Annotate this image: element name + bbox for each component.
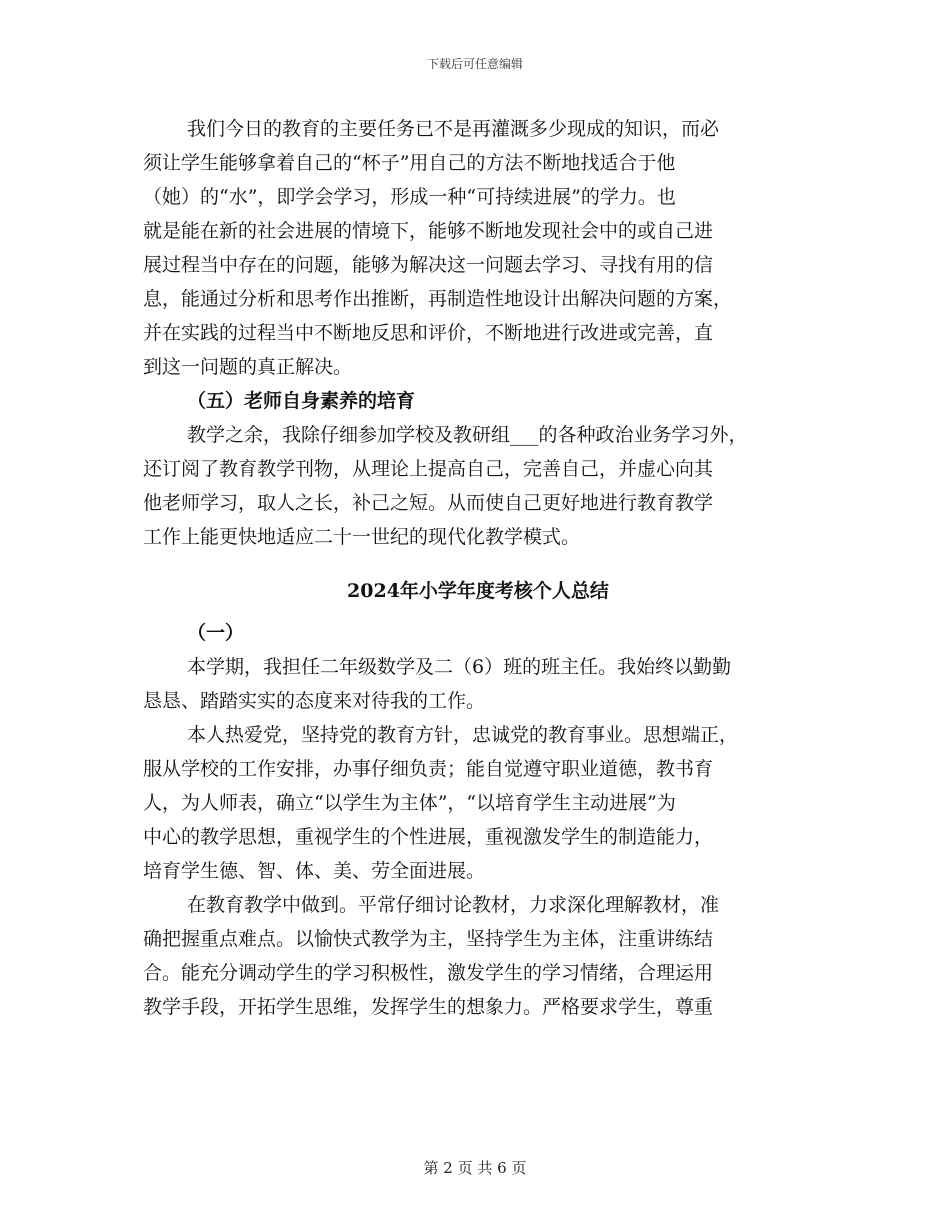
text-line: 教学手段，开拓学生思维，发挥学生的想象力。严格要求学生，尊重	[143, 996, 714, 1018]
paragraph-ideology	[143, 718, 813, 888]
text-line: 确把握重点难点。以愉快式教学为主，坚持学生为主体，注重讲练结	[143, 928, 714, 950]
text-line: 教学之余，我除仔细参加学校及教研组___的各种政治业务学习外，	[187, 424, 748, 446]
text-line: 他老师学习，取人之长，补己之短。从而使自己更好地进行教育教学	[143, 492, 714, 514]
text-line: 中心的教学思想，重视学生的个性进展，重视激发学生的制造能力，	[143, 826, 714, 848]
section-heading-one: （一）	[187, 622, 245, 644]
text-line: 还订阅了教育教学刊物，从理论上提高自己，完善自己，并虚心向其	[143, 458, 714, 480]
text-line: 就是能在新的社会进展的情境下，能够不断地发现社会中的或自己进	[143, 220, 714, 242]
text-line: 服从学校的工作安排，办事仔细负责；能自觉遵守职业道德，教书育	[143, 758, 714, 780]
text-line: （她）的“水”，即学会学习，形成一种“可持续进展”的学力。也	[143, 186, 676, 208]
page-footer: 第 2 页 共 6 页	[423, 1159, 527, 1177]
paragraph-teaching	[143, 888, 813, 1024]
paragraph-self-study	[143, 418, 813, 554]
page-header: 下载后可任意编辑	[426, 57, 523, 71]
text-line: 展过程当中存在的问题，能够为解决这一问题去学习、寻找有用的信	[143, 254, 714, 276]
paragraph-learning-task	[143, 112, 813, 384]
text-line: 我们今日的教育的主要任务已不是再灌溉多少现成的知识，而必	[187, 118, 720, 140]
section-heading-teacher-quality: （五）老师自身素养的培育	[187, 390, 416, 412]
text-line: 在教育教学中做到。平常仔细讨论教材，力求深化理解教材，准	[187, 894, 720, 916]
text-line: 并在实践的过程当中不断地反思和评价，不断地进行改进或完善，直	[143, 322, 714, 344]
text-line: 合。能充分调动学生的学习积极性，激发学生的学习情绪，合理运用	[143, 962, 714, 984]
text-line: 人，为人师表，确立“以学生为主体”，“以培育学生主动进展”为	[143, 792, 676, 814]
document-body	[143, 112, 813, 1024]
text-line: 工作上能更快地适应二十一世纪的现代化教学模式。	[143, 526, 581, 548]
text-line: 恳恳、踏踏实实的态度来对待我的工作。	[143, 690, 486, 712]
paragraph-duties	[143, 650, 813, 718]
text-line: 须让学生能够拿着自己的“杯子”用自己的方法不断地找适合于他	[143, 152, 676, 174]
text-line: 到这一问题的真正解决。	[143, 356, 353, 378]
text-line: 本人热爱党，坚持党的教育方针，忠诚党的教育事业。思想端正，	[187, 724, 739, 746]
text-line: 培育学生德、智、体、美、劳全面进展。	[143, 860, 486, 882]
document-title: 2024年小学年度考核个人总结	[347, 580, 609, 602]
text-line: 息，能通过分析和思考作出推断，再制造性地设计出解决问题的方案，	[143, 288, 733, 310]
text-line: 本学期，我担任二年级数学及二（6）班的班主任。我始终以勤勤	[187, 656, 732, 678]
